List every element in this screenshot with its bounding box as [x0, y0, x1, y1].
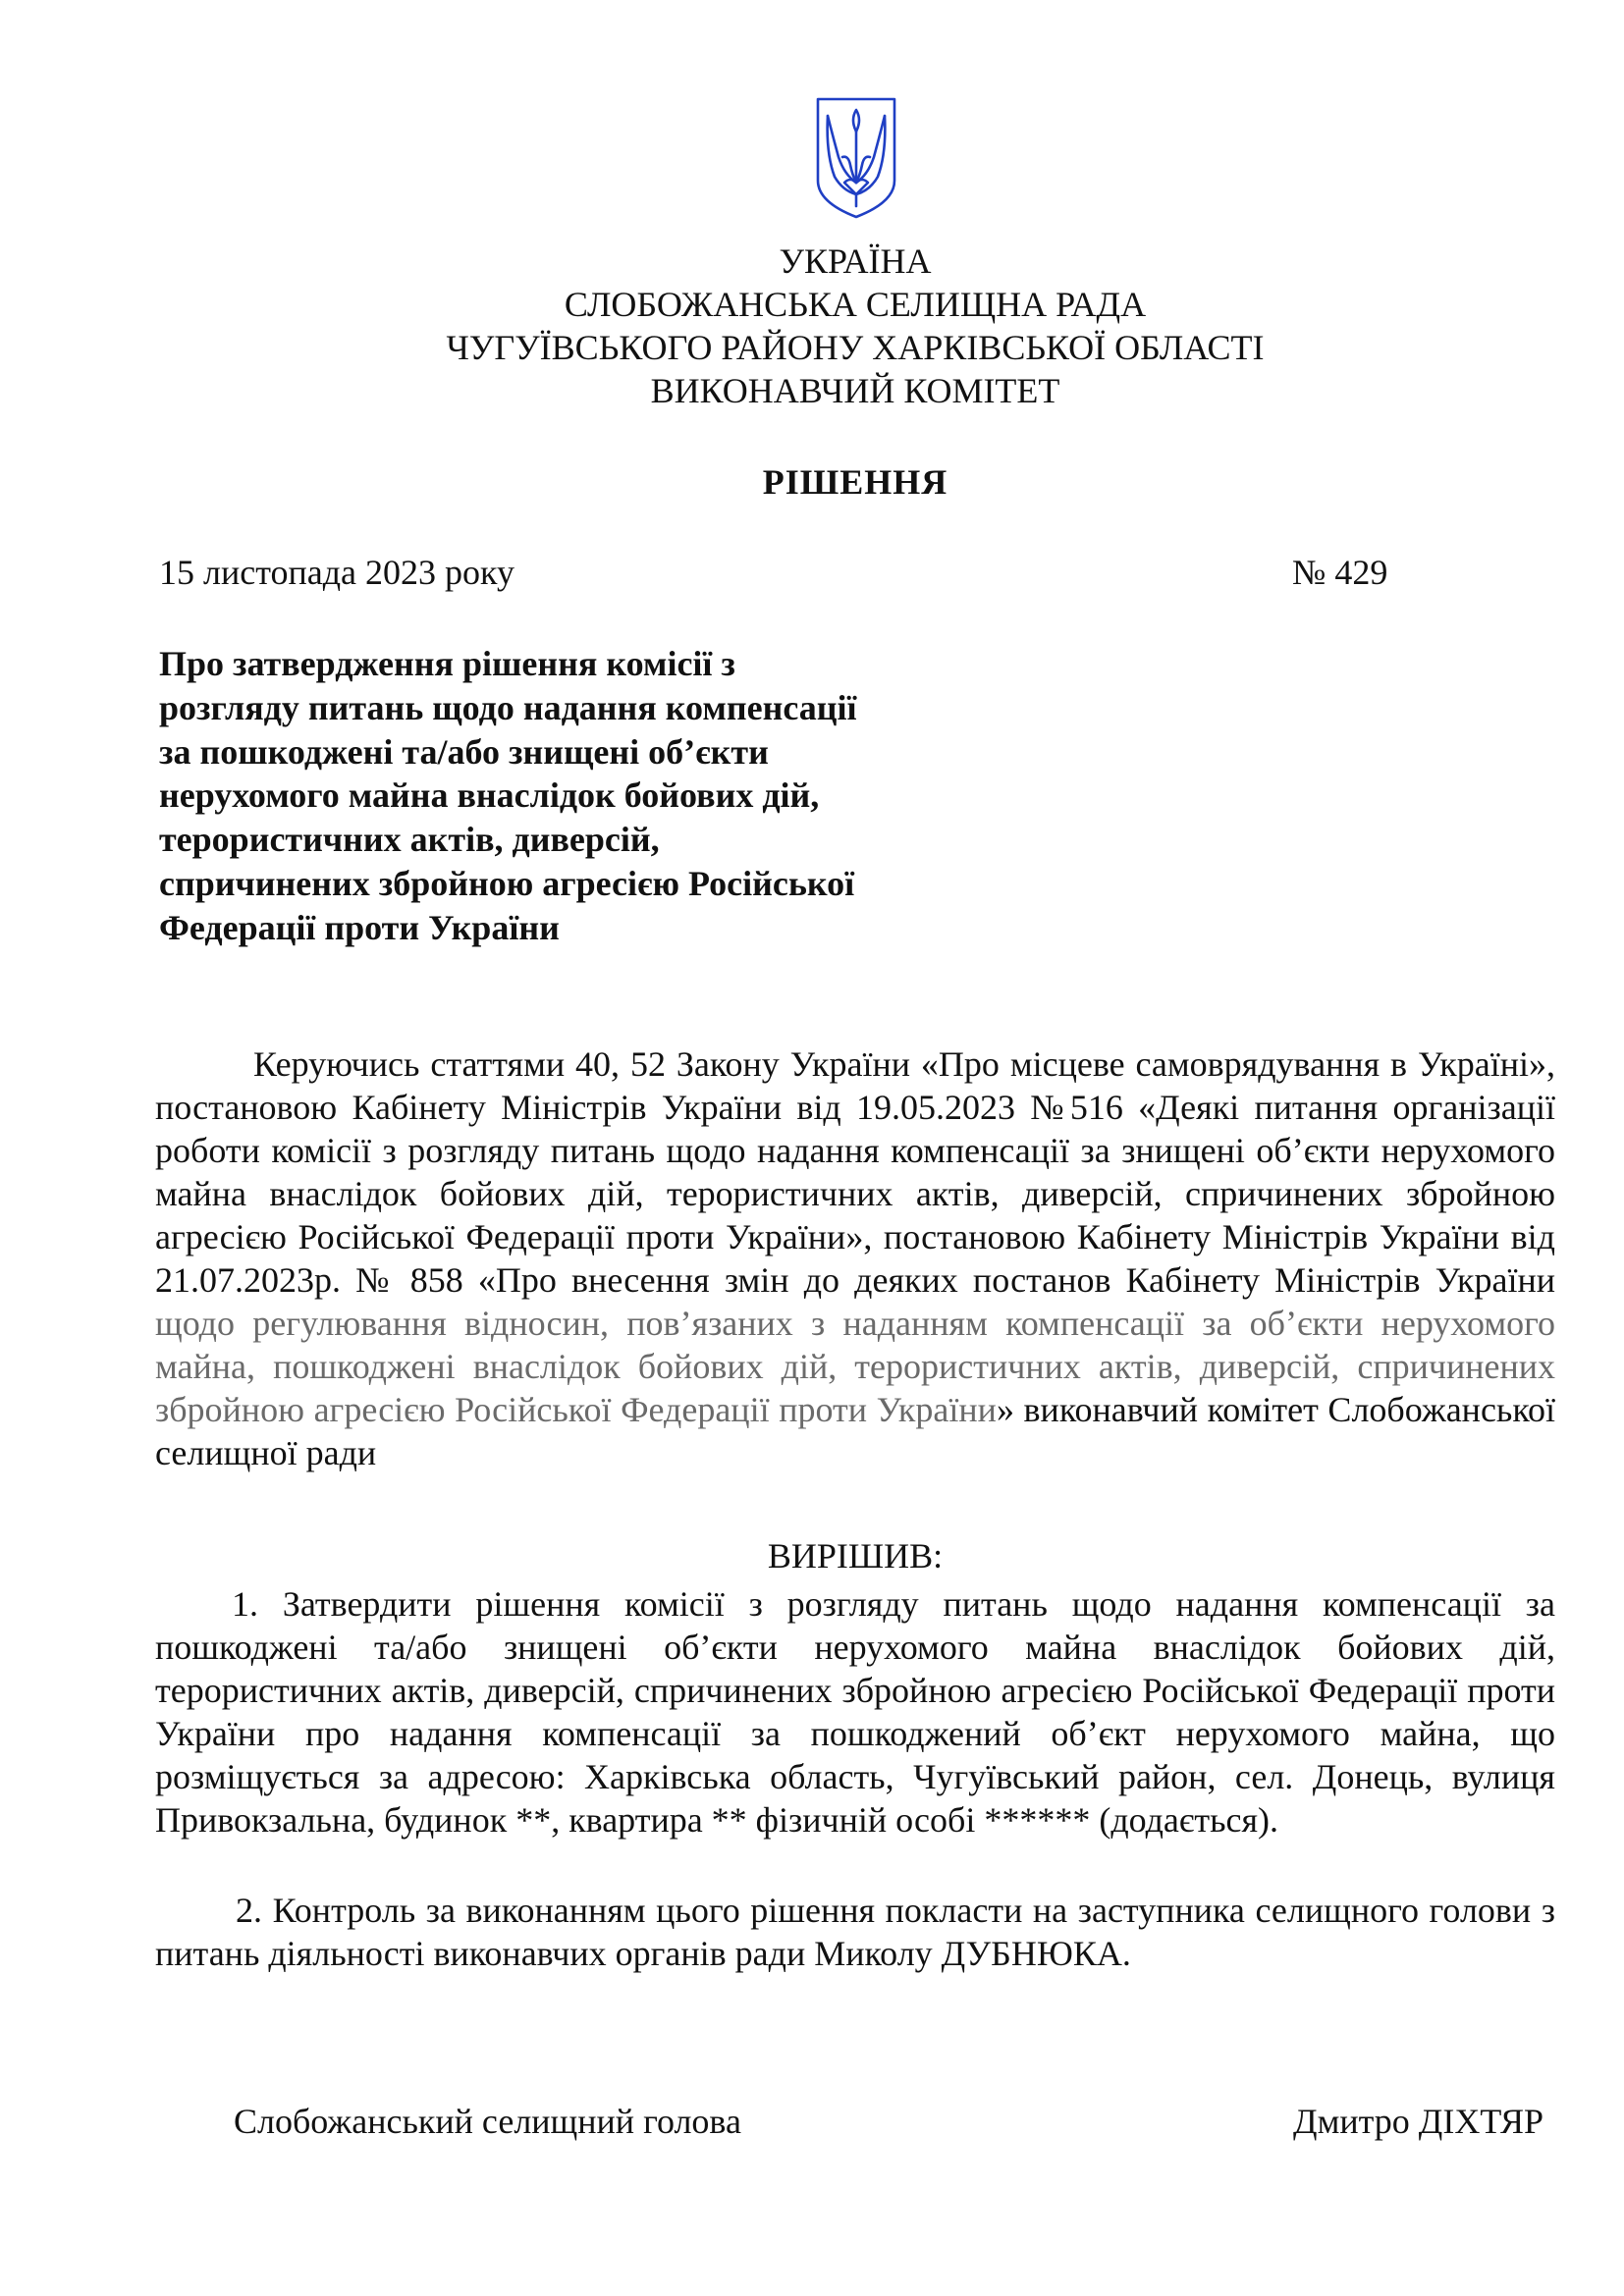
signatory-name: Дмитро ДІХТЯР: [1293, 2102, 1543, 2141]
document-date: 15 листопада 2023 року: [159, 553, 514, 592]
trident-coat-of-arms-icon: [815, 96, 897, 220]
letterhead: [0, 240, 1624, 412]
document-type: РІШЕННЯ: [762, 462, 948, 502]
preamble-paragraph: [155, 1042, 1555, 1474]
resolved-heading: ВИРІШИВ:: [767, 1536, 944, 1575]
document-number: № 429: [1292, 553, 1388, 592]
preamble-quoted-text: щодо регулювання відносин, пов’язаних з наданням компенсації за об’єкти нерухомого майна, пошкоджені внаслідок бойових дій, терористичних актів, диверсій, спричинених збройною агресією Російської Федерації проти України: [155, 1304, 1555, 1429]
decision-item-2: 2. Контроль за виконанням цього рішення покласти на заступника селищного голови з питань діяльності виконавчих органів ради Миколу ДУБНЮКА.: [155, 1891, 1555, 1973]
country-name: УКРАЇНА: [779, 241, 932, 281]
decision-item-1: 1. Затвердити рішення комісії з розгляду питань щодо надання компенсації за пошкоджені та/або знищені об’єкти нерухомого майна внаслідок бойових дій, терористичних актів, диверсій, спричинених збройною агресією Російської Федерації проти України про надання компенсації за пошкоджений об’єкт нерухомого майна, що розміщується за адресою: Харківська область, Чугуївський район, сел. Донець, вулиця Привокзальна, будинок **, квартира ** фізичній особі ****** (додається).: [155, 1584, 1555, 1840]
council-name: СЛОБОЖАНСЬКА СЕЛИЩНА РАДА: [564, 285, 1147, 324]
district-name: ЧУГУЇВСЬКОГО РАЙОНУ ХАРКІВСЬКОЇ ОБЛАСТІ: [446, 328, 1265, 367]
document-subject: Про затвердження рішення комісії з розгляду питань щодо надання компенсації за пошкоджені та/або знищені об’єкти нерухомого майна внаслідок бойових дій, терористичних актів, диверсій, спричинених збройною агресією Російської Федерації проти України: [159, 644, 857, 947]
signatory-title: Слобожанський селищний голова: [234, 2102, 741, 2141]
preamble-ending-text: » виконавчий комітет Слобожанської селищної ради: [155, 1390, 1555, 1472]
committee-name: ВИКОНАВЧИЙ КОМІТЕТ: [650, 371, 1060, 410]
preamble-text: Керуючись статтями 40, 52 Закону України «Про місцеве самоврядування в Україні», постановою Кабінету Міністрів України від 19.05.2023 №516 «Деякі питання організації роботи комісії з розгляду питань щодо надання компенсації за знищені об’єкти нерухомого майна внаслідок бойових дій, терористичних актів, диверсій, спричинених збройною агресією Російської Федерації проти України», постановою Кабінету Міністрів України від 21.07.2023р. № 858 «Про внесення змін до деяких постанов Кабінету Міністрів України: [155, 1044, 1555, 1300]
